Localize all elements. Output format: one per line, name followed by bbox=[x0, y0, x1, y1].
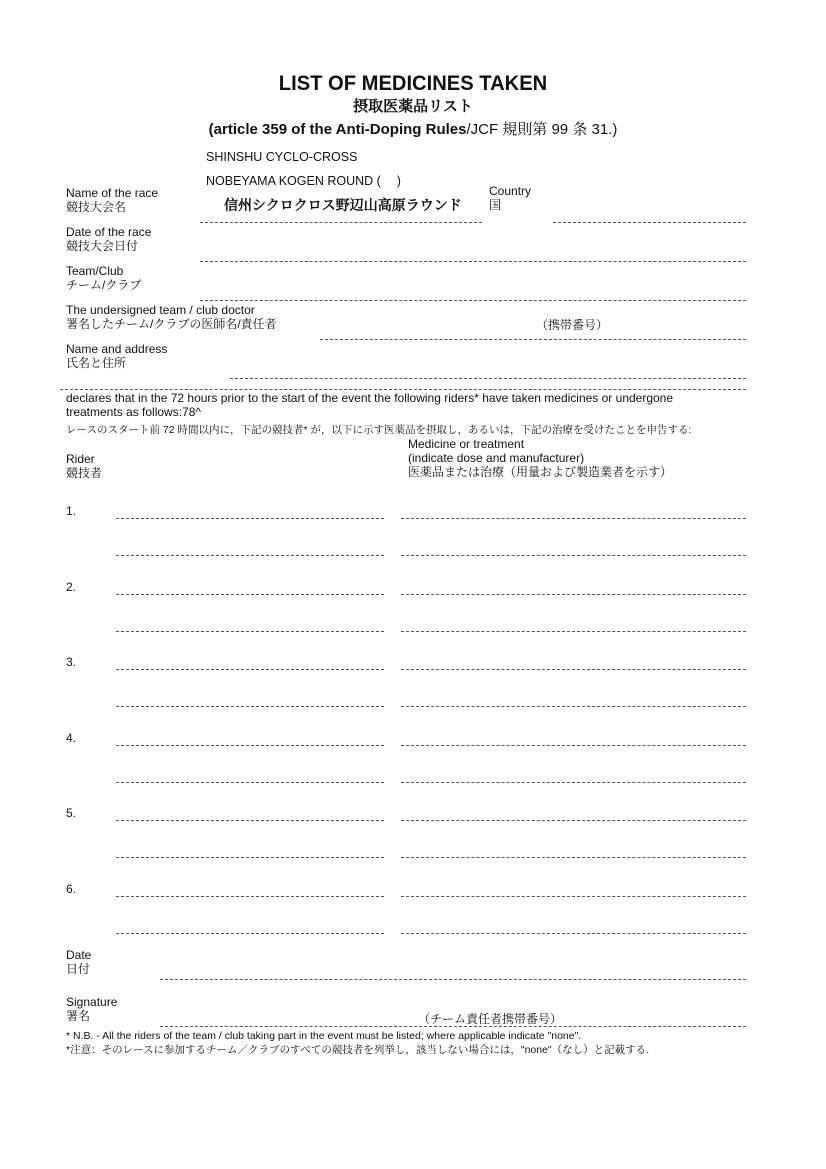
address-line-2[interactable] bbox=[60, 389, 746, 390]
country-line[interactable] bbox=[553, 222, 746, 223]
signature-line[interactable] bbox=[160, 1026, 746, 1027]
page-title-japanese: 摂取医薬品リスト bbox=[353, 98, 473, 115]
doctor-phone-label: （携帯番号） bbox=[536, 318, 609, 332]
rider-name-line-2[interactable] bbox=[116, 782, 384, 783]
medicine-line-1[interactable] bbox=[401, 594, 746, 595]
rider-column-header: Rider 競技者 bbox=[66, 452, 103, 480]
rider-name-line-1[interactable] bbox=[116, 669, 384, 670]
date-line[interactable] bbox=[160, 979, 746, 980]
rider-number: 4. bbox=[66, 730, 77, 745]
medicine-line-1[interactable] bbox=[401, 896, 746, 897]
rider-name-line-1[interactable] bbox=[116, 594, 384, 595]
signature-label: Signature 署名 bbox=[66, 995, 118, 1023]
date-label: Date 日付 bbox=[66, 948, 92, 976]
race-date-label: Date of the race 競技大会日付 bbox=[66, 225, 152, 253]
medicine-line-1[interactable] bbox=[401, 745, 746, 746]
rider-number: 3. bbox=[66, 655, 77, 669]
rider-name-line-2[interactable] bbox=[116, 857, 384, 858]
medicine-line-2[interactable] bbox=[401, 706, 746, 707]
rider-name-line-1[interactable] bbox=[116, 518, 384, 519]
race-date-line[interactable] bbox=[200, 261, 746, 262]
medicine-line-2[interactable] bbox=[401, 782, 746, 783]
address-line-1[interactable] bbox=[230, 378, 746, 379]
rider-number: 5. bbox=[66, 806, 77, 820]
rider-name-line-1[interactable] bbox=[116, 896, 384, 897]
signature-phone-label: （チーム責任者携帯番号） bbox=[418, 1012, 563, 1026]
medicine-line-2[interactable] bbox=[401, 631, 746, 632]
rider-name-line-2[interactable] bbox=[116, 933, 384, 934]
medicine-line-2[interactable] bbox=[401, 555, 746, 556]
team-club-line[interactable] bbox=[200, 300, 746, 301]
rider-number: 6. bbox=[66, 881, 77, 896]
medicine-line-1[interactable] bbox=[401, 820, 746, 821]
medicine-line-2[interactable] bbox=[401, 933, 746, 934]
rider-number: 1. bbox=[66, 504, 77, 518]
rider-name-line-2[interactable] bbox=[116, 631, 384, 632]
race-name-line1: SHINSHU CYCLO-CROSS bbox=[206, 150, 358, 164]
medicine-line-1[interactable] bbox=[401, 518, 746, 519]
doctor-label: The undersigned team / club doctor 署名したチーム/クラブの医師名/責任者 bbox=[66, 303, 277, 331]
declaration-text: declares that in the 72 hours prior to the start of the event the following riders* have taken medicines or undergone treatments as follows:78^ bbox=[66, 391, 674, 419]
rider-name-line-2[interactable] bbox=[116, 555, 384, 556]
rider-name-line-2[interactable] bbox=[116, 706, 384, 707]
address-label: Name and address 氏名と住所 bbox=[66, 342, 168, 370]
declaration-text-japanese: レースのスタート前 72 時間以内に，下記の競技者* が，以下に示す医薬品を摂取し，あるいは，下記の治療を受けたことを申告する: bbox=[66, 424, 692, 436]
race-name-label: Name of the race 競技大会名 bbox=[66, 186, 159, 214]
article-reference-bold: (article 359 of the Anti-Doping Rules bbox=[208, 121, 467, 138]
doctor-line[interactable] bbox=[320, 339, 746, 340]
race-name-line[interactable] bbox=[200, 222, 482, 223]
medicine-line-2[interactable] bbox=[401, 857, 746, 858]
team-club-label: Team/Club チーム/クラブ bbox=[66, 264, 142, 292]
rider-number: 2. bbox=[66, 579, 77, 594]
rider-name-line-1[interactable] bbox=[116, 820, 384, 821]
country-label: Country 国 bbox=[489, 184, 532, 212]
article-reference bbox=[0, 121, 826, 139]
race-name-line2: NOBEYAMA KOGEN ROUND ( ) bbox=[206, 174, 401, 188]
rider-name-line-1[interactable] bbox=[116, 745, 384, 746]
page-title: LIST OF MEDICINES TAKEN bbox=[278, 72, 548, 95]
article-reference-rest: /JCF 規則第 99 条 31.) bbox=[466, 121, 618, 138]
footnote-japanese: *注意：そのレースに参加するチーム／クラブのすべての競技者を列挙し，該当しない場合には，"none"（なし）と記載する. bbox=[66, 1044, 650, 1056]
medicine-column-header: Medicine or treatment (indicate dose and manufacturer) 医薬品または治療（用量および製造業者を示す） bbox=[408, 437, 673, 479]
medicine-line-1[interactable] bbox=[401, 669, 746, 670]
race-name-japanese: 信州シクロクロス野辺山高原ラウンド bbox=[224, 197, 462, 213]
footnote-english: * N.B. - All the riders of the team / club taking part in the event must be listed; where applicable indicate "none". bbox=[66, 1030, 582, 1042]
